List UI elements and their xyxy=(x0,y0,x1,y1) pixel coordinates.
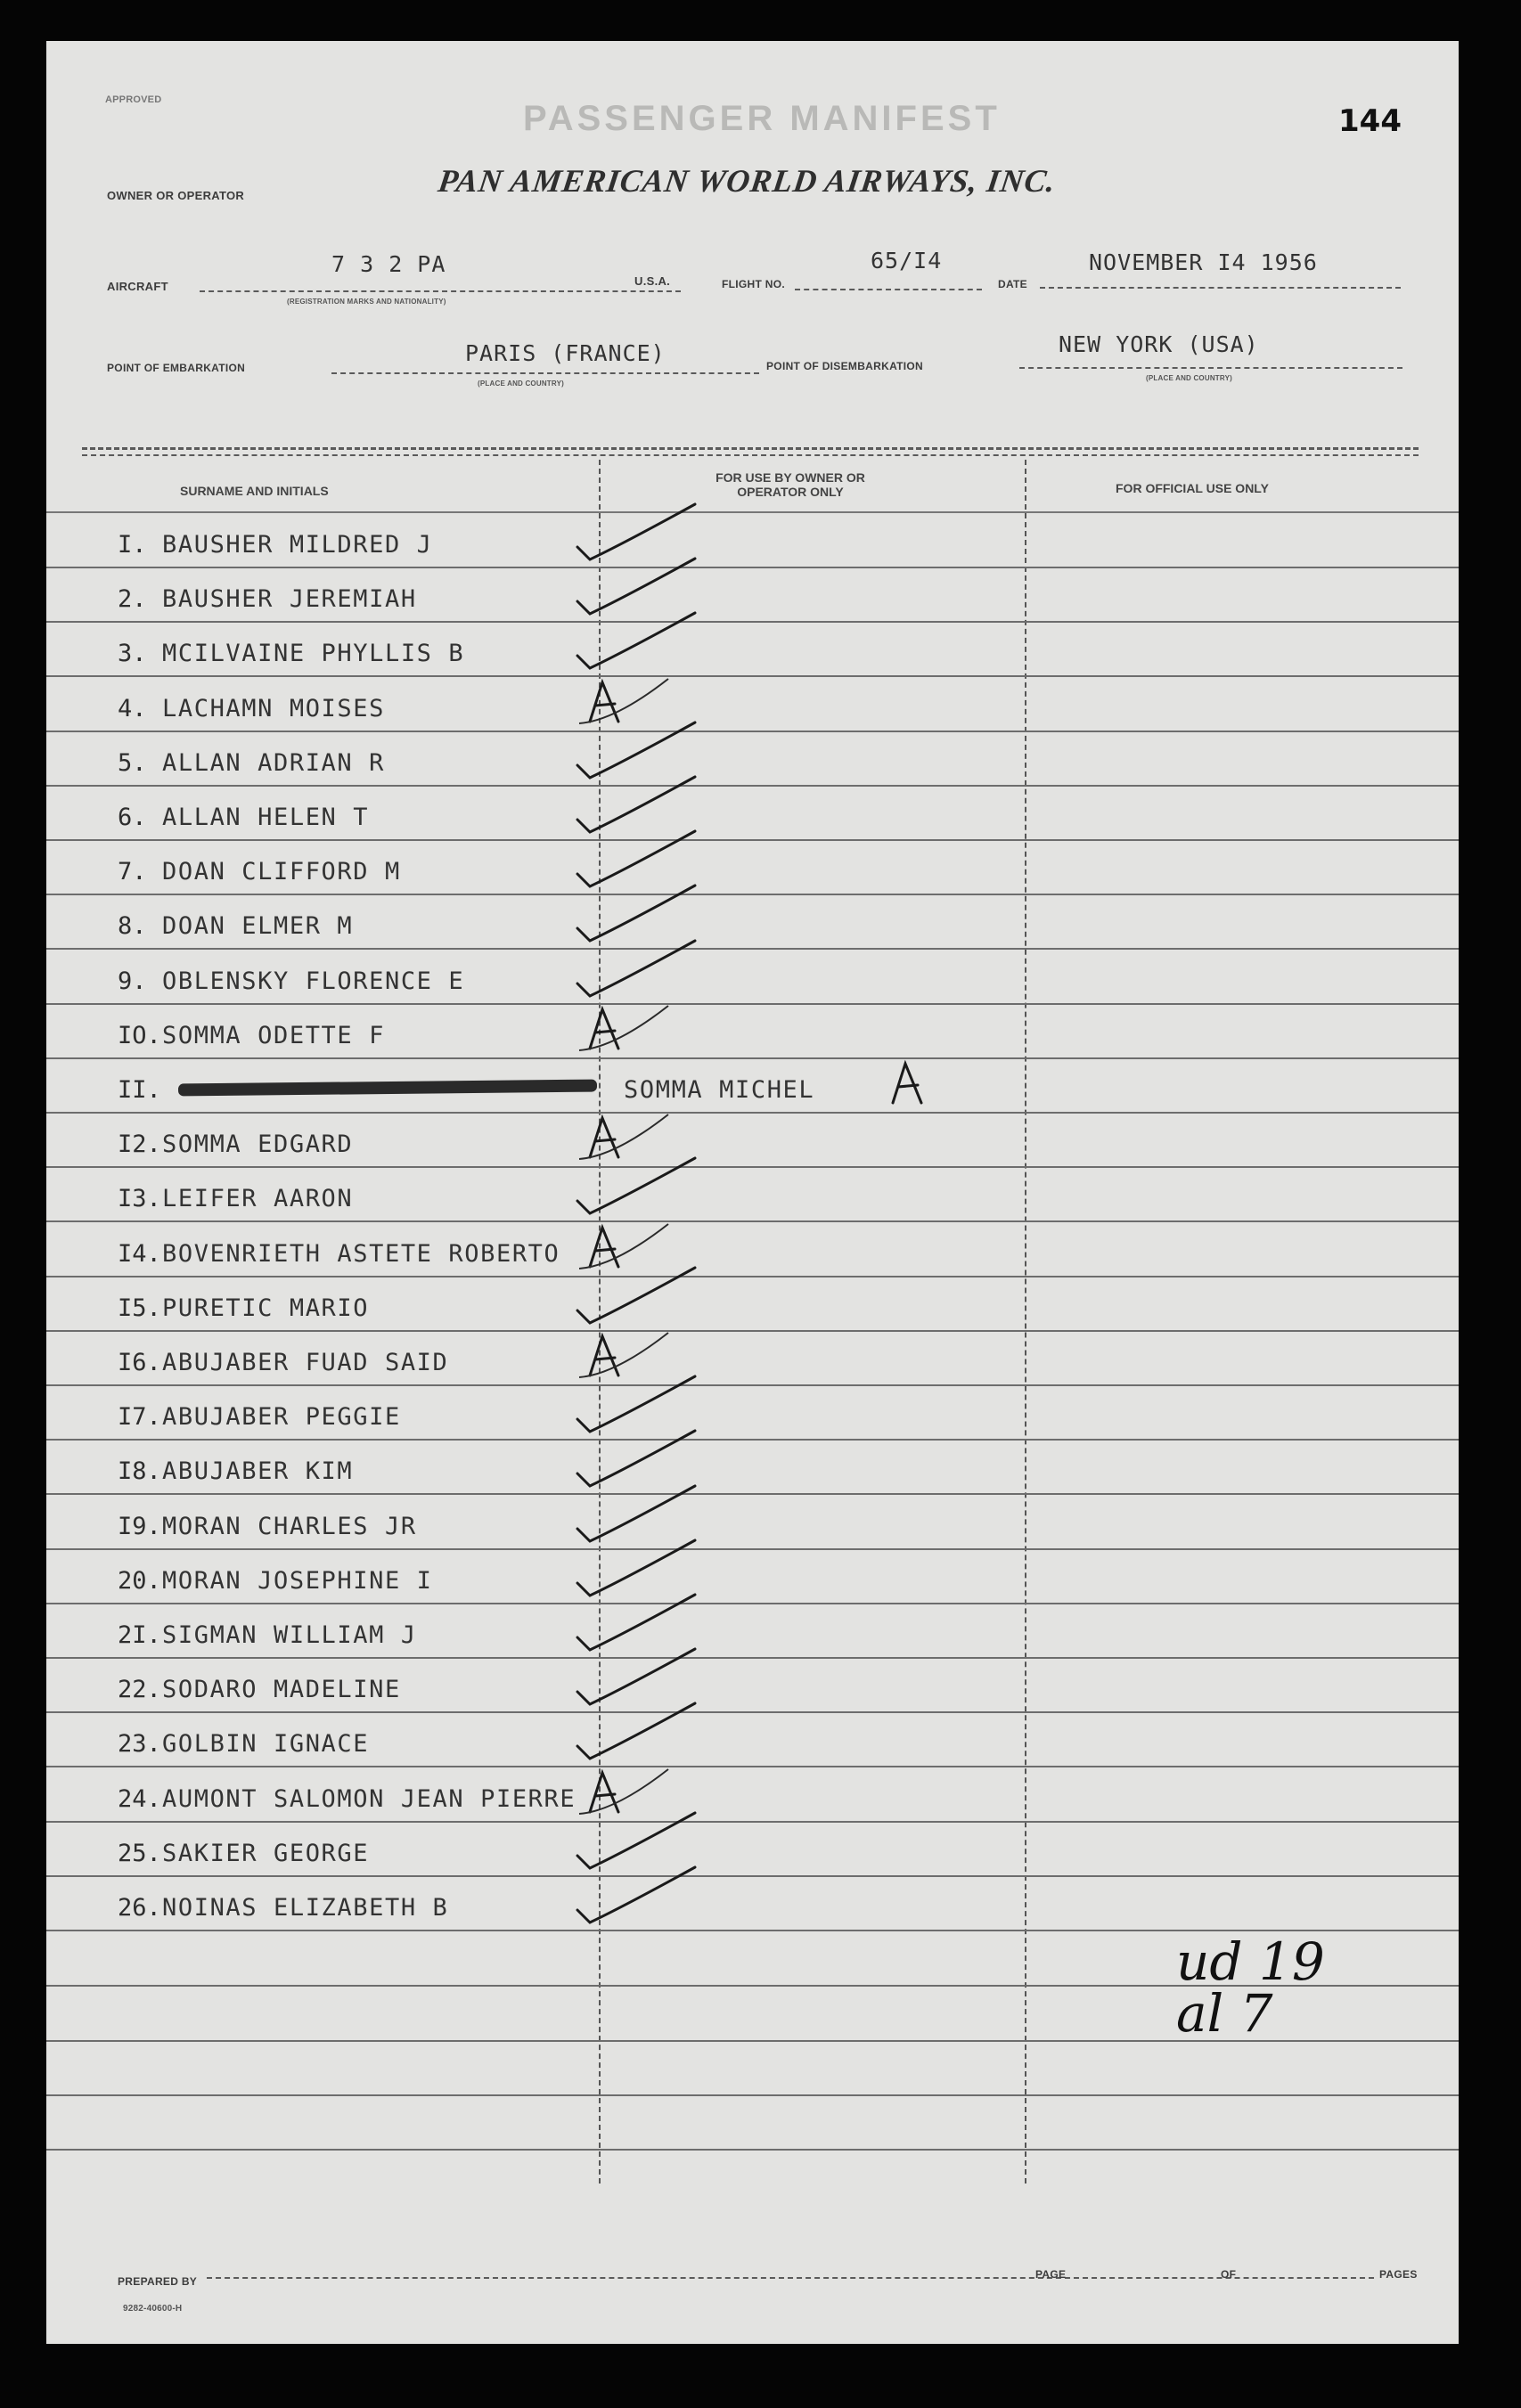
row-number: 3. xyxy=(118,640,147,668)
struck-out-name xyxy=(178,1080,597,1097)
passenger-name: ALLAN ADRIAN R xyxy=(162,748,385,777)
mark-a-icon xyxy=(570,1217,731,1279)
row-number: I4. xyxy=(118,1239,161,1268)
manifest-sheet xyxy=(46,41,1459,2344)
table-row xyxy=(46,1604,1459,1659)
embark-value: PARIS (FRANCE) xyxy=(465,340,666,366)
row-number: 7. xyxy=(118,858,147,886)
embark-underline xyxy=(331,372,759,374)
checkmark-icon xyxy=(570,780,731,843)
aircraft-underline xyxy=(200,290,681,292)
empty-row-rule xyxy=(46,2149,1459,2151)
passenger-name: LACHAMN MOISES xyxy=(162,694,385,722)
table-row xyxy=(46,731,1459,787)
checkmark-icon xyxy=(570,944,731,1007)
aircraft-label: AIRCRAFT xyxy=(107,280,168,293)
row-number: IO. xyxy=(118,1021,161,1049)
mark-a-icon xyxy=(570,1326,731,1388)
row-number: 2I. xyxy=(118,1621,161,1649)
checkmark-icon xyxy=(570,1653,731,1715)
passenger-name: BAUSHER MILDRED J xyxy=(162,531,433,559)
passenger-name: MCILVAINE PHYLLIS B xyxy=(162,640,465,668)
date-value: NOVEMBER I4 1956 xyxy=(1089,249,1318,275)
mark-a-icon xyxy=(570,999,731,1061)
table-row xyxy=(46,1167,1459,1222)
passenger-name: OBLENSKY FLORENCE E xyxy=(162,967,465,995)
row-number: I7. xyxy=(118,1403,161,1432)
table-top-rule-2 xyxy=(82,454,1419,456)
disembark-value: NEW YORK (USA) xyxy=(1059,331,1259,357)
row-number: 22. xyxy=(118,1676,161,1704)
table-row xyxy=(46,1222,1459,1277)
usa-label: U.S.A. xyxy=(634,274,671,288)
row-number: 9. xyxy=(118,967,147,995)
table-row xyxy=(46,1658,1459,1713)
passenger-name: LEIFER AARON xyxy=(162,1185,354,1213)
date-label: DATE xyxy=(998,278,1027,290)
column-header-surname: SURNAME AND INITIALS xyxy=(180,484,329,498)
checkmark-icon xyxy=(570,1816,731,1879)
table-row xyxy=(46,1385,1459,1441)
checkmark-icon xyxy=(570,1544,731,1606)
row-number: I2. xyxy=(118,1131,161,1159)
row-number: II. xyxy=(118,1076,161,1104)
handwritten-tally-line2: al 7 xyxy=(1176,1983,1273,2044)
table-row xyxy=(46,1495,1459,1550)
row-number: 6. xyxy=(118,804,147,831)
row-number: I6. xyxy=(118,1349,161,1376)
owner-label: OWNER OR OPERATOR xyxy=(107,189,245,202)
mark-a-icon xyxy=(570,672,731,734)
checkmark-icon xyxy=(570,1707,731,1769)
checkmark-icon xyxy=(570,1162,731,1224)
table-row xyxy=(46,1549,1459,1604)
page-label: PAGE xyxy=(1035,2268,1067,2281)
passenger-name: BOVENRIETH ASTETE ROBERTO xyxy=(162,1239,560,1268)
flight-value: 65/I4 xyxy=(871,248,943,273)
row-number: 25. xyxy=(118,1839,161,1867)
of-label: OF xyxy=(1221,2268,1237,2281)
row-number: I9. xyxy=(118,1512,161,1540)
passenger-name: GOLBIN IGNACE xyxy=(162,1730,370,1759)
row-number: 2. xyxy=(118,585,147,614)
table-row xyxy=(46,1331,1459,1386)
checkmark-icon xyxy=(570,1434,731,1497)
owner-note: SOMMA MICHEL xyxy=(624,1076,815,1104)
aircraft-value: 7 3 2 PA xyxy=(331,251,446,277)
table-row xyxy=(46,1277,1459,1332)
form-code: 9282-40600-H xyxy=(123,2304,183,2314)
table-row xyxy=(46,1822,1459,1877)
passenger-name: SOMMA ODETTE F xyxy=(162,1021,385,1049)
column-header-owner-use: FOR USE BY OWNER OR OPERATOR ONLY xyxy=(716,470,865,499)
passenger-name: SOMMA EDGARD xyxy=(162,1131,354,1159)
row-number: 24. xyxy=(118,1784,161,1813)
passenger-name: AUMONT SALOMON JEAN PIERRE xyxy=(162,1784,577,1813)
flight-underline xyxy=(795,289,982,290)
passenger-name: ABUJABER FUAD SAID xyxy=(162,1349,449,1376)
passenger-name: DOAN CLIFFORD M xyxy=(162,858,401,886)
table-row xyxy=(46,1767,1459,1823)
owner-value: PAN AMERICAN WORLD AIRWAYS, INC. xyxy=(436,163,1059,199)
passenger-name: ALLAN HELEN T xyxy=(162,804,370,831)
checkmark-icon xyxy=(570,1598,731,1661)
row-number: 20. xyxy=(118,1566,161,1595)
passenger-name: ABUJABER PEGGIE xyxy=(162,1403,401,1432)
passenger-name: BAUSHER JEREMIAH xyxy=(162,585,417,614)
column-header-official-use: FOR OFFICIAL USE ONLY xyxy=(1116,481,1269,495)
row-number: I8. xyxy=(118,1457,161,1486)
empty-row-rule xyxy=(46,2094,1459,2096)
table-top-rule xyxy=(82,447,1419,450)
table-row xyxy=(46,622,1459,677)
table-row xyxy=(46,567,1459,623)
mark-a-icon xyxy=(570,1053,731,1115)
row-number: 23. xyxy=(118,1730,161,1759)
table-row xyxy=(46,1113,1459,1168)
page-title: PASSENGER MANIFEST xyxy=(523,99,1001,138)
embark-label: POINT OF EMBARKATION xyxy=(107,362,246,374)
table-row xyxy=(46,1004,1459,1059)
table-row xyxy=(46,1058,1459,1114)
table-row xyxy=(46,1440,1459,1495)
row-number: I3. xyxy=(118,1185,161,1213)
page-number: 144 xyxy=(1338,103,1402,139)
passenger-name: NOINAS ELIZABETH B xyxy=(162,1894,449,1922)
footer-underline xyxy=(207,2277,1374,2279)
row-number: 26. xyxy=(118,1894,161,1922)
passenger-name: SODARO MADELINE xyxy=(162,1676,401,1704)
date-underline xyxy=(1040,287,1401,289)
checkmark-icon xyxy=(570,889,731,951)
passenger-name: DOAN ELMER M xyxy=(162,912,354,941)
row-number: I. xyxy=(118,531,147,559)
checkmark-icon xyxy=(570,1490,731,1552)
handwritten-tally-line1: ud 19 xyxy=(1176,1931,1325,1992)
pages-label: PAGES xyxy=(1379,2268,1418,2281)
table-row xyxy=(46,677,1459,732)
table-row xyxy=(46,1712,1459,1767)
table-row xyxy=(46,786,1459,841)
row-number: 5. xyxy=(118,748,147,777)
aircraft-sublabel: (REGISTRATION MARKS AND NATIONALITY) xyxy=(287,298,446,306)
checkmark-icon xyxy=(570,1271,731,1334)
mark-a-icon xyxy=(570,1762,731,1824)
flight-label: FLIGHT NO. xyxy=(722,278,785,290)
passenger-name: PURETIC MARIO xyxy=(162,1294,370,1322)
disembark-underline xyxy=(1019,367,1402,369)
passenger-name: SIGMAN WILLIAM J xyxy=(162,1621,417,1649)
checkmark-icon xyxy=(570,562,731,624)
embark-sublabel: (PLACE AND COUNTRY) xyxy=(478,380,564,388)
table-row xyxy=(46,513,1459,568)
checkmark-icon xyxy=(570,835,731,897)
passenger-name: ABUJABER KIM xyxy=(162,1457,354,1486)
table-row xyxy=(46,950,1459,1005)
checkmark-icon xyxy=(570,616,731,679)
table-row xyxy=(46,1876,1459,1931)
table-row xyxy=(46,894,1459,950)
checkmark-icon xyxy=(570,1380,731,1442)
table-row xyxy=(46,840,1459,895)
approved-stamp: APPROVED xyxy=(105,94,162,105)
disembark-label: POINT OF DISEMBARKATION xyxy=(766,360,924,372)
checkmark-icon xyxy=(570,508,731,570)
mark-a-icon xyxy=(570,1107,731,1170)
row-number: I5. xyxy=(118,1294,161,1322)
passenger-name: MORAN JOSEPHINE I xyxy=(162,1566,433,1595)
prepared-by-label: PREPARED BY xyxy=(118,2275,198,2288)
checkmark-icon xyxy=(570,726,731,788)
passenger-name: MORAN CHARLES JR xyxy=(162,1512,417,1540)
disembark-sublabel: (PLACE AND COUNTRY) xyxy=(1146,374,1232,382)
row-number: 4. xyxy=(118,694,147,722)
row-number: 8. xyxy=(118,912,147,941)
passenger-name: SAKIER GEORGE xyxy=(162,1839,370,1867)
checkmark-icon xyxy=(570,1871,731,1933)
